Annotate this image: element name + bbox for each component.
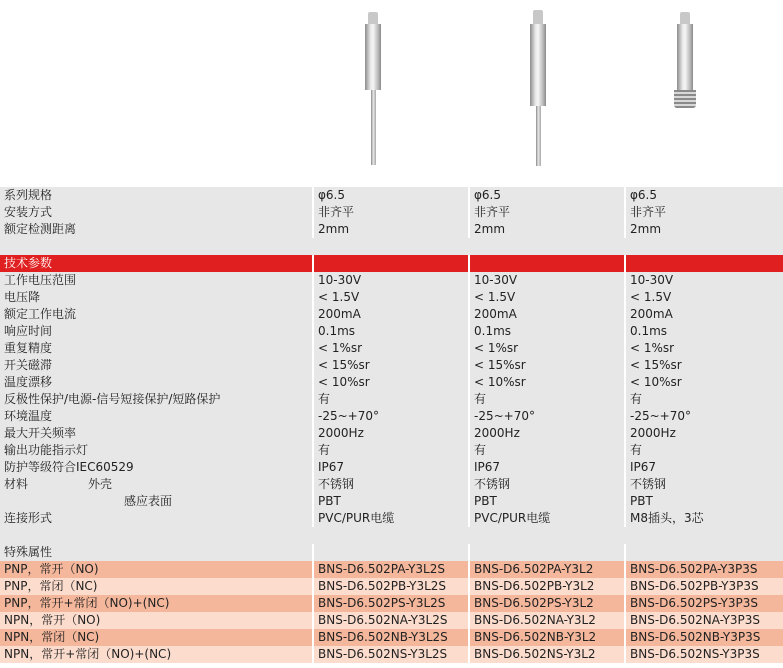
row-label: 开关磁滞 bbox=[0, 357, 313, 374]
row-value: 不锈钢 bbox=[625, 476, 783, 493]
row-label: 系列规格 bbox=[0, 187, 313, 204]
housing-label: 外壳 bbox=[88, 477, 113, 491]
row-value: 2mm bbox=[313, 221, 469, 238]
table-row bbox=[0, 357, 783, 374]
row-value: M8插头，3芯 bbox=[625, 510, 783, 527]
row-label bbox=[0, 476, 313, 493]
order-code: BNS-D6.502PB-Y3L2 bbox=[469, 578, 625, 595]
order-code: BNS-D6.502NS-Y3L2 bbox=[469, 646, 625, 663]
row-value: 2000Hz bbox=[469, 425, 625, 442]
row-value: 有 bbox=[313, 442, 469, 459]
row-value: 不锈钢 bbox=[313, 476, 469, 493]
row-label: 额定工作电流 bbox=[0, 306, 313, 323]
row-value: PVC/PUR电缆 bbox=[313, 510, 469, 527]
order-code: BNS-D6.502PA-Y3L2S bbox=[313, 561, 469, 578]
row-value: 有 bbox=[625, 391, 783, 408]
row-value: < 10%sr bbox=[469, 374, 625, 391]
row-label: 响应时间 bbox=[0, 323, 313, 340]
row-value: PBT bbox=[469, 493, 625, 510]
row-label: 额定检测距离 bbox=[0, 221, 313, 238]
table-row bbox=[0, 578, 783, 595]
order-code: BNS-D6.502PA-Y3P3S bbox=[625, 561, 783, 578]
order-label: PNP，常闭（NC) bbox=[0, 578, 313, 595]
row-value: 2mm bbox=[625, 221, 783, 238]
row-label: 防护等级符合IEC60529 bbox=[0, 459, 313, 476]
table-row bbox=[0, 561, 783, 578]
row-value: 不锈钢 bbox=[469, 476, 625, 493]
order-code: BNS-D6.502PS-Y3L2S bbox=[313, 595, 469, 612]
table-row bbox=[0, 595, 783, 612]
order-code: BNS-D6.502PS-Y3L2 bbox=[469, 595, 625, 612]
row-value: 10-30V bbox=[625, 272, 783, 289]
row-value: 200mA bbox=[313, 306, 469, 323]
row-value: -25~+70° bbox=[625, 408, 783, 425]
row-value: 200mA bbox=[469, 306, 625, 323]
row-value: < 1%sr bbox=[313, 340, 469, 357]
order-label: PNP，常开（NO) bbox=[0, 561, 313, 578]
row-value: 2000Hz bbox=[313, 425, 469, 442]
row-value: < 1.5V bbox=[313, 289, 469, 306]
table-row bbox=[0, 442, 783, 459]
row-value: 0.1ms bbox=[469, 323, 625, 340]
order-code: BNS-D6.502NB-Y3P3S bbox=[625, 629, 783, 646]
table-row bbox=[0, 187, 783, 204]
row-value: IP67 bbox=[469, 459, 625, 476]
row-value: 10-30V bbox=[469, 272, 625, 289]
row-value: PVC/PUR电缆 bbox=[469, 510, 625, 527]
row-value: < 1.5V bbox=[469, 289, 625, 306]
row-value: < 1.5V bbox=[625, 289, 783, 306]
table-row bbox=[0, 408, 783, 425]
table-row bbox=[0, 510, 783, 527]
order-label: PNP，常开+常闭（NO)+(NC) bbox=[0, 595, 313, 612]
table-row bbox=[0, 306, 783, 323]
row-value: PBT bbox=[313, 493, 469, 510]
surface-label: 感应表面 bbox=[124, 494, 173, 508]
row-value: < 10%sr bbox=[313, 374, 469, 391]
row-label: 连接形式 bbox=[0, 510, 313, 527]
row-value: φ6.5 bbox=[469, 187, 625, 204]
row-label: 特殊属性 bbox=[0, 544, 313, 561]
row-value: φ6.5 bbox=[313, 187, 469, 204]
row-value: 0.1ms bbox=[625, 323, 783, 340]
table-row bbox=[0, 204, 783, 221]
row-value: 2000Hz bbox=[625, 425, 783, 442]
row-value: 2mm bbox=[469, 221, 625, 238]
order-code: BNS-D6.502NB-Y3L2 bbox=[469, 629, 625, 646]
row-value: 有 bbox=[625, 442, 783, 459]
row-label bbox=[0, 493, 313, 510]
table-row bbox=[0, 425, 783, 442]
row-value: 非齐平 bbox=[469, 204, 625, 221]
table-row bbox=[0, 391, 783, 408]
row-value: < 1%sr bbox=[469, 340, 625, 357]
row-value: IP67 bbox=[625, 459, 783, 476]
order-code: BNS-D6.502PA-Y3L2 bbox=[469, 561, 625, 578]
section-title: 技术参数 bbox=[0, 255, 313, 272]
table-row bbox=[0, 340, 783, 357]
row-label: 安装方式 bbox=[0, 204, 313, 221]
row-value: IP67 bbox=[313, 459, 469, 476]
material-label: 材料 bbox=[4, 477, 29, 491]
row-label: 工作电压范围 bbox=[0, 272, 313, 289]
row-label: 重复精度 bbox=[0, 340, 313, 357]
row-value: 0.1ms bbox=[313, 323, 469, 340]
table-row bbox=[0, 289, 783, 306]
row-value: 有 bbox=[313, 391, 469, 408]
row-value: < 15%sr bbox=[313, 357, 469, 374]
row-label: 温度漂移 bbox=[0, 374, 313, 391]
order-code: BNS-D6.502NA-Y3L2S bbox=[313, 612, 469, 629]
order-code: BNS-D6.502PB-Y3P3S bbox=[625, 578, 783, 595]
order-label: NPN，常开+常闭（NO)+(NC) bbox=[0, 646, 313, 663]
order-code: BNS-D6.502NS-Y3L2S bbox=[313, 646, 469, 663]
row-value: 有 bbox=[469, 442, 625, 459]
row-value: 非齐平 bbox=[313, 204, 469, 221]
table-row bbox=[0, 612, 783, 629]
row-value: 非齐平 bbox=[625, 204, 783, 221]
spacer-row bbox=[0, 527, 783, 544]
order-label: NPN，常闭（NC) bbox=[0, 629, 313, 646]
row-value: 10-30V bbox=[313, 272, 469, 289]
order-code: BNS-D6.502NS-Y3P3S bbox=[625, 646, 783, 663]
row-value: < 1%sr bbox=[625, 340, 783, 357]
row-value: -25~+70° bbox=[469, 408, 625, 425]
spec-table bbox=[0, 187, 783, 663]
row-value: < 10%sr bbox=[625, 374, 783, 391]
table-row bbox=[0, 476, 783, 493]
order-code: BNS-D6.502NA-Y3L2 bbox=[469, 612, 625, 629]
product-images bbox=[0, 0, 783, 187]
row-value: -25~+70° bbox=[313, 408, 469, 425]
row-value: < 15%sr bbox=[625, 357, 783, 374]
spacer-row bbox=[0, 238, 783, 255]
order-code: BNS-D6.502NA-Y3P3S bbox=[625, 612, 783, 629]
table-row bbox=[0, 272, 783, 289]
table-row bbox=[0, 221, 783, 238]
order-code: BNS-D6.502PB-Y3L2S bbox=[313, 578, 469, 595]
table-row bbox=[0, 374, 783, 391]
row-value: 有 bbox=[469, 391, 625, 408]
order-label: NPN，常开（NO) bbox=[0, 612, 313, 629]
row-value: φ6.5 bbox=[625, 187, 783, 204]
table-row bbox=[0, 323, 783, 340]
row-value: 200mA bbox=[625, 306, 783, 323]
order-code: BNS-D6.502PS-Y3P3S bbox=[625, 595, 783, 612]
row-label: 输出功能指示灯 bbox=[0, 442, 313, 459]
row-label: 环境温度 bbox=[0, 408, 313, 425]
row-label: 反极性保护/电源-信号短接保护/短路保护 bbox=[0, 391, 313, 408]
row-value: < 15%sr bbox=[469, 357, 625, 374]
table-row bbox=[0, 646, 783, 663]
table-row bbox=[0, 459, 783, 476]
order-code: BNS-D6.502NB-Y3L2S bbox=[313, 629, 469, 646]
table-row bbox=[0, 629, 783, 646]
row-label: 电压降 bbox=[0, 289, 313, 306]
table-row bbox=[0, 544, 783, 561]
row-label: 最大开关频率 bbox=[0, 425, 313, 442]
section-header-tech bbox=[0, 255, 783, 272]
row-value: PBT bbox=[625, 493, 783, 510]
table-row bbox=[0, 493, 783, 510]
